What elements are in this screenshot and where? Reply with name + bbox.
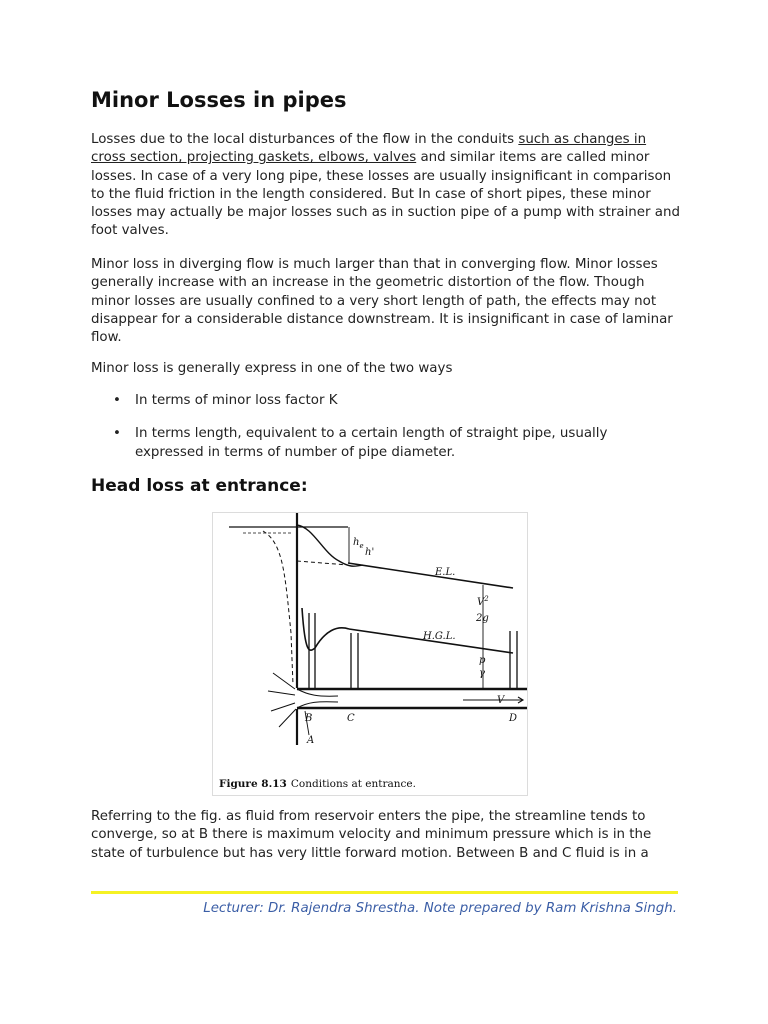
list-item (91, 425, 651, 462)
velocity-label: V (497, 695, 505, 706)
hprime-label: h' (365, 547, 375, 558)
entrance-diagram (213, 513, 527, 795)
list-item-text: In terms length, equivalent to a certain length of straight pipe, usually expressed in terms of number of pipe diameter. (135, 426, 608, 460)
intro-underlined-text: such as changes in cross section, projecting gaskets, elbows, valves (91, 132, 647, 166)
velocity-head-numerator: $V^2$ (477, 595, 489, 608)
paragraph-two-ways: Minor loss is generally express in one of the two ways (91, 361, 453, 376)
point-c-label: C (347, 713, 355, 724)
he-label: $h_e$ (353, 537, 364, 550)
paragraph-diverging-flow: Minor loss in diverging flow is much larger than that in converging flow. Minor losses generally increase with an increase in the geometric distortion of the flow. Though minor losses are usually confined to a very short length of path, the effects may not disappear for a considerable distance downstream. It is insignificant in case of laminar flow. (91, 257, 673, 346)
entrance-figure (212, 512, 528, 796)
figure-caption: Figure 8.13 Conditions at entrance. (219, 778, 416, 790)
hgl-label: H.G.L. (423, 631, 456, 642)
page-title: Minor Losses in pipes (91, 88, 347, 112)
paragraph-referring: Referring to the fig. as fluid from reservoir enters the pipe, the streamline tends to converge, so at B there is maximum velocity and minimum pressure which is in the state of turbulence but has very little forward motion. Between B and C fluid is in a (91, 809, 652, 861)
section-heading: Head loss at entrance: (91, 476, 308, 496)
bullet-icon: • (113, 426, 121, 442)
intro-text-start: Losses due to the local disturbances of the flow in the conduits (91, 132, 519, 147)
point-a-label: A (307, 735, 315, 746)
footer-rule (91, 891, 678, 894)
point-b-label: B (305, 713, 313, 724)
bullet-list (91, 392, 651, 462)
intro-text-end: and similar items are called minor losses. In case of a very long pipe, these losses are usually insignificant in comparison to the fluid friction in the length considered. But In case of short pipes, these minor losses may actually be major losses such as in suction pipe of a pump with strainer and foot valves. (91, 150, 680, 239)
footer-credit: Lecturer: Dr. Rajendra Shrestha. Note prepared by Ram Krishna Singh. (203, 901, 677, 916)
energy-line-label: E.L. (435, 567, 456, 578)
paragraph-intro (91, 131, 681, 241)
pressure-head-numerator: p (479, 655, 486, 666)
velocity-head-denominator: 2g (476, 613, 489, 624)
list-item-text: In terms of minor loss factor K (135, 393, 338, 408)
bullet-icon: • (113, 393, 121, 408)
list-item (91, 392, 651, 410)
point-d-label: D (509, 713, 518, 724)
pressure-head-denominator: γ (479, 668, 485, 679)
